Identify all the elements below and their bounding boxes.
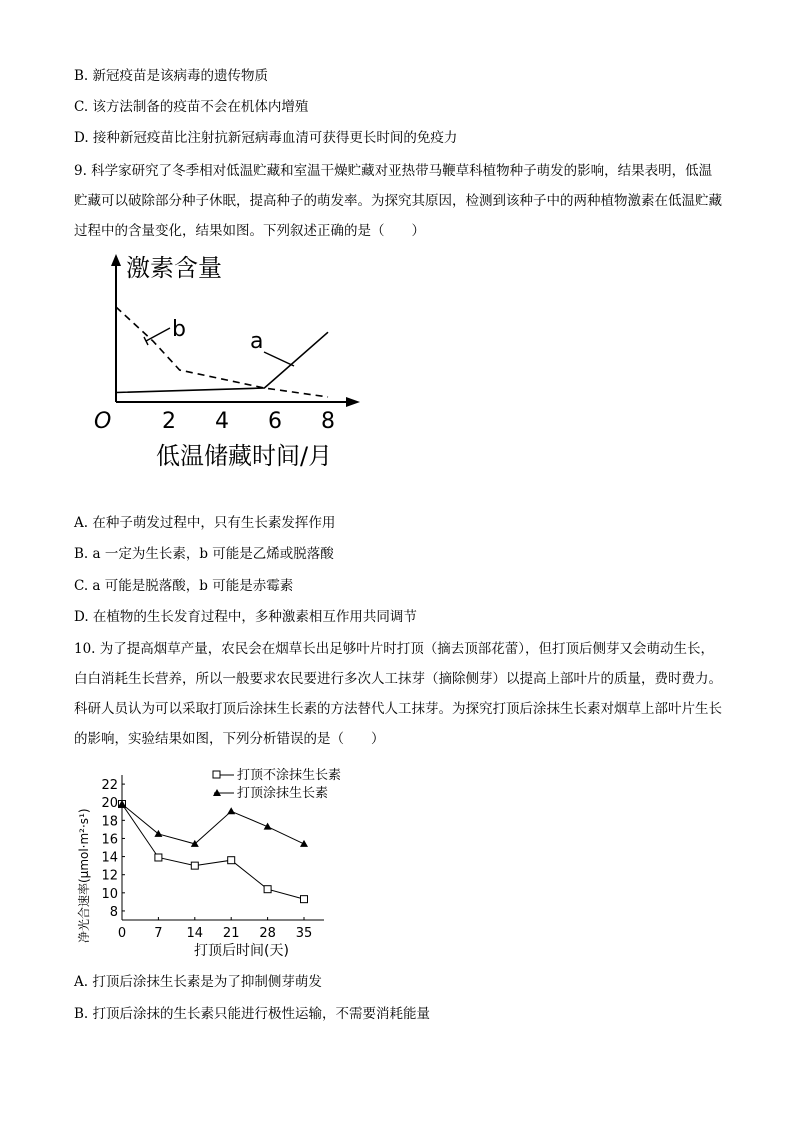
y-axis-arrow (111, 254, 121, 266)
data-point-square (301, 896, 308, 903)
q10-option-a: A. 打顶后涂抹生长素是为了抑制侧芽萌发 (74, 974, 322, 990)
q8-option-c: C. 该方法制备的疫苗不会在机体内增殖 (74, 99, 309, 115)
chart2-legend (213, 767, 341, 801)
data-point-triangle (264, 823, 272, 830)
data-point-triangle (227, 807, 235, 814)
y-tick-label: 22 (101, 778, 118, 794)
chart1-origin: O (94, 409, 112, 434)
x-tick-label: 8 (321, 409, 335, 434)
chart2-xlabel: 打顶后时间(天) (194, 943, 289, 959)
data-point-square (155, 854, 162, 861)
x-tick-label: 6 (268, 409, 282, 434)
q9-stem: 9. 科学家研究了冬季相对低温贮藏和室温干燥贮藏对亚热带马鞭草科植物种子萌发的影响，结果表明，低温贮藏可以破除部分种子休眠，提高种子的萌发率。为探究其原因，检测到该种子中的两种植物激素在低温贮藏过程中的含量变化，结果如图。下列叙述正确的是（ ） (74, 163, 722, 239)
q10-option-b: B. 打顶后涂抹的生长素只能进行极性运输，不需要消耗能量 (74, 1006, 431, 1022)
y-tick-label: 18 (101, 814, 118, 830)
q9-option-d: D. 在植物的生长发育过程中，多种激素相互作用共同调节 (74, 609, 417, 625)
y-tick-label: 20 (101, 796, 118, 812)
series-2-line (122, 804, 304, 844)
q8-option-d: D. 接种新冠疫苗比注射抗新冠病毒血清可获得更长时间的免疫力 (74, 130, 458, 146)
chart1-ylabel: 激素含量 (126, 254, 222, 282)
legend-square-marker (213, 771, 220, 778)
x-tick-label: 28 (259, 926, 276, 941)
q8-option-b: B. 新冠疫苗是该病毒的遗传物质 (74, 68, 269, 84)
series-1-line (122, 804, 304, 899)
data-point-triangle (300, 840, 308, 847)
x-tick-label: 4 (215, 409, 229, 434)
x-tick-label: 0 (117, 926, 127, 941)
y-tick-label: 8 (109, 904, 118, 920)
y-tick-label: 10 (101, 886, 118, 902)
x-tick-label: 14 (186, 926, 204, 941)
legend-series2: 打顶涂抹生长素 (237, 786, 329, 801)
photosynthesis-chart (74, 763, 344, 963)
label-b-leader (146, 328, 170, 341)
y-tick-label: 14 (101, 850, 118, 866)
data-point-square (264, 886, 271, 893)
x-tick-label: 21 (222, 926, 240, 941)
series-b-line (116, 307, 328, 397)
q9-option-a: A. 在种子萌发过程中，只有生长素发挥作用 (74, 515, 336, 531)
q9-option-b: B. a 一定为生长素，b 可能是乙烯或脱落酸 (74, 546, 334, 562)
x-axis-arrow (346, 397, 360, 407)
q9-option-c: C. a 可能是脱落酸，b 可能是赤霉素 (74, 578, 294, 594)
series-a-label: a (250, 329, 264, 354)
chart2-ylabel: 净光合速率(μmol·m²·s¹) (77, 808, 91, 943)
q10-stem: 10. 为了提高烟草产量，农民会在烟草长出足够叶片时打顶（摘去顶部花蕾），但打顶后侧芽又会萌动生长，白白消耗生长营养，所以一般要求农民要进行多次人工抹芽（摘除侧芽）以提高上部叶片的质量，费时费力。科研人员认为可以采取打顶后涂抹生长素的方法替代人工抹芽。为探究打顶后涂抹生长素对烟草上部叶片生长的影响，实验结果如图，下列分析错误的是（ ） (74, 641, 722, 747)
series-a-line (116, 332, 328, 392)
hormone-chart (88, 250, 378, 475)
data-point-square (228, 857, 235, 864)
legend-series1: 打顶不涂抹生长素 (237, 768, 342, 783)
x-tick-label: 7 (154, 926, 163, 941)
y-tick-label: 16 (101, 832, 118, 848)
x-tick-label: 35 (295, 926, 313, 941)
data-point-triangle (154, 830, 162, 837)
series-b-label: b (172, 317, 186, 342)
chart1-xlabel: 低温储藏时间/月 (156, 442, 333, 470)
x-tick-label: 2 (162, 409, 176, 434)
y-tick-label: 12 (101, 868, 118, 884)
label-a-leader (264, 352, 294, 366)
data-point-square (191, 862, 198, 869)
